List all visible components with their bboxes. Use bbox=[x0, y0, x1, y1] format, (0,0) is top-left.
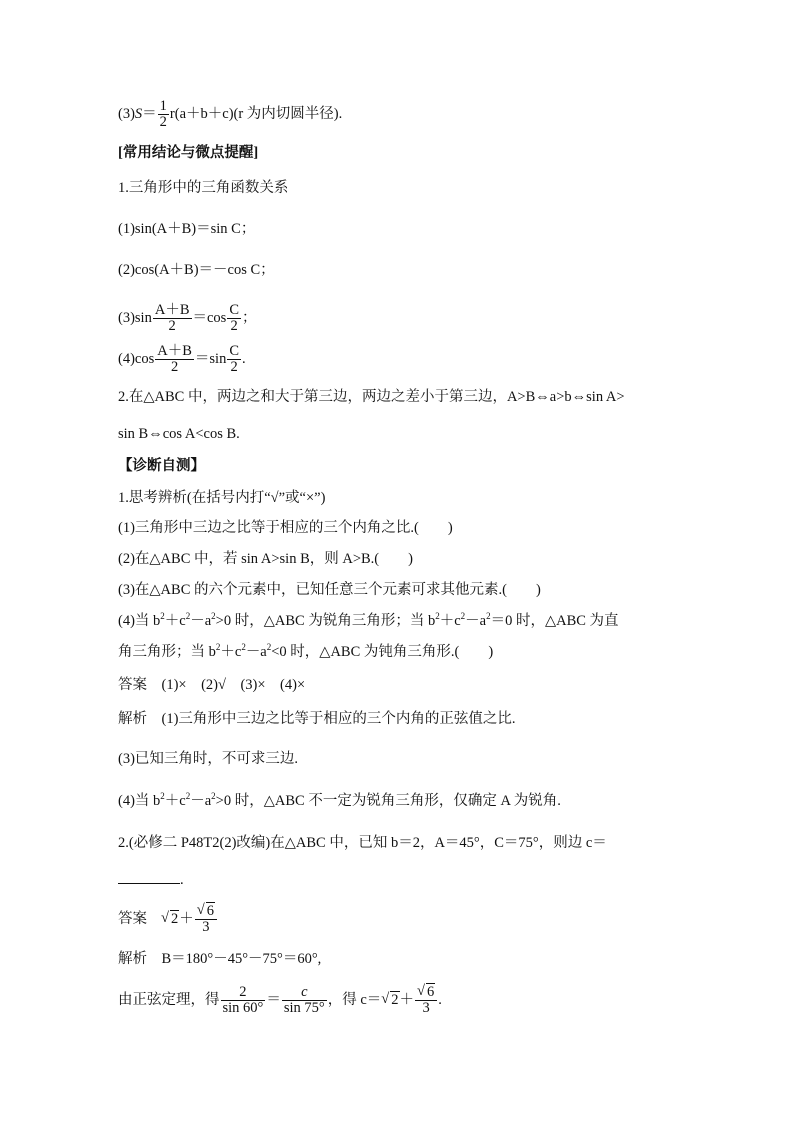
fraction-a-plus-b bbox=[155, 344, 194, 375]
text: －a bbox=[245, 644, 267, 660]
fraction-half bbox=[158, 99, 169, 130]
fraction-c-over-sin75 bbox=[282, 985, 327, 1016]
denominator: 3 bbox=[422, 1000, 430, 1016]
exponent: 2 bbox=[435, 611, 440, 621]
sqrt-2 bbox=[161, 909, 179, 929]
triangle-sides-note: 2.在△ABC 中，两边之和大于第三边，两边之差小于第三边，A>B⇔a>b⇔sin A> bbox=[118, 389, 625, 405]
section-heading-conclusions: [常用结论与微点提醒] bbox=[118, 145, 259, 161]
denominator: 2 bbox=[159, 114, 167, 130]
question-1-item-1: (1)三角形中三边之比等于相应的三个内角之比.( ) bbox=[118, 520, 453, 536]
answer-blank bbox=[118, 871, 180, 884]
denominator: 2 bbox=[170, 359, 179, 375]
text: >0 时，△ABC 为锐角三角形；当 b bbox=[215, 613, 436, 629]
answer-label: 答案 bbox=[118, 910, 147, 927]
denominator: 2 bbox=[168, 318, 176, 334]
plus-sign: ＋ bbox=[399, 991, 415, 1008]
sqrt-6 bbox=[417, 985, 435, 1000]
relation-4-mid: ＝sin bbox=[194, 350, 227, 367]
relation-4-end: . bbox=[242, 350, 246, 367]
text: ，得 c＝ bbox=[327, 991, 382, 1008]
formula-rest: r(a＋b＋c)(r 为内切圆半径). bbox=[169, 105, 343, 122]
exponent: 2 bbox=[460, 611, 466, 621]
item-number: (3) bbox=[118, 105, 135, 122]
question-2-blank-line bbox=[118, 870, 184, 890]
relation-3-end: ； bbox=[242, 309, 257, 326]
fraction-c-half bbox=[227, 303, 241, 334]
analysis-2-sine-law bbox=[118, 985, 442, 1016]
section-heading-diagnosis: 【诊断自测】 bbox=[118, 458, 205, 474]
text: －a bbox=[465, 613, 487, 629]
question-1-title: 1.思考辨析(在括号内打“√”或“×”) bbox=[118, 490, 326, 506]
fraction-a-plus-b bbox=[153, 303, 192, 334]
radicand: 2 bbox=[391, 991, 399, 1008]
text: (4)当 b bbox=[118, 793, 161, 809]
exponent: 2 bbox=[241, 642, 246, 652]
question-2: 2.(必修二 P48T2(2)改编)在△ABC 中，已知 b＝2，A＝45°，C＝75°，则边 c＝ bbox=[118, 835, 607, 851]
question-1-item-4 bbox=[118, 611, 619, 631]
text: ＝0 时，△ABC 为直 bbox=[490, 613, 619, 629]
triangle-sides-note-cont: sin B⇔cos A<cos B. bbox=[118, 426, 240, 442]
equals-sign: ＝ bbox=[142, 105, 157, 122]
text: ＋c bbox=[164, 613, 186, 629]
exponent: 2 bbox=[185, 791, 191, 801]
subheading-trig-relations: 1.三角形中的三角函数关系 bbox=[118, 180, 289, 196]
numerator: A＋B bbox=[157, 343, 192, 359]
radicand: 6 bbox=[427, 984, 435, 1000]
denominator: 3 bbox=[202, 919, 210, 935]
fraction-sqrt6-over-3 bbox=[415, 985, 437, 1016]
numerator bbox=[195, 904, 217, 920]
formula-area bbox=[118, 99, 342, 130]
numerator: 2 bbox=[221, 985, 266, 1001]
sqrt-6 bbox=[197, 904, 215, 919]
exponent: 2 bbox=[185, 611, 191, 621]
answer-1: 答案 (1)× (2)√ (3)× (4)× bbox=[118, 677, 306, 693]
question-1-item-2: (2)在△ABC 中，若 sin A>sin B，则 A>B.( ) bbox=[118, 551, 413, 567]
text: ＋c bbox=[439, 613, 461, 629]
exponent: 2 bbox=[160, 791, 165, 801]
relation-3-mid: ＝cos bbox=[192, 309, 227, 326]
numerator: A＋B bbox=[154, 302, 190, 318]
numerator: C bbox=[229, 343, 239, 359]
fraction-2-over-sin60 bbox=[221, 985, 266, 1016]
var-s: S bbox=[134, 105, 143, 122]
text: (4)当 b bbox=[118, 613, 161, 629]
period: . bbox=[438, 991, 442, 1008]
text: －a bbox=[190, 793, 212, 809]
text: 由正弦定理，得 bbox=[118, 991, 220, 1008]
answer-2 bbox=[118, 904, 218, 935]
relation-4 bbox=[118, 344, 246, 375]
fraction-sqrt6-over-3 bbox=[195, 904, 217, 935]
question-1-item-4-cont bbox=[118, 642, 493, 662]
numerator: 1 bbox=[159, 98, 167, 114]
exponent: 2 bbox=[160, 611, 165, 621]
numerator: c bbox=[282, 985, 327, 1001]
exponent: 2 bbox=[266, 642, 272, 652]
analysis-1: 解析 (1)三角形中三边之比等于相应的三个内角的正弦值之比. bbox=[118, 711, 516, 727]
denominator: sin 75° bbox=[283, 1000, 325, 1016]
text: ＋c bbox=[220, 644, 242, 660]
text: <0 时，△ABC 为钝角三角形.( ) bbox=[271, 644, 494, 660]
radicand: 6 bbox=[206, 903, 214, 919]
analysis-1-part-3: (3)已知三角时，不可求三边. bbox=[118, 751, 299, 767]
sqrt-2 bbox=[381, 990, 399, 1010]
exponent: 2 bbox=[211, 611, 216, 621]
relation-3-prefix: (3)sin bbox=[118, 309, 152, 326]
numerator: C bbox=[229, 302, 240, 318]
relation-4-prefix: (4)cos bbox=[118, 350, 155, 367]
text: 角三角形；当 b bbox=[118, 644, 216, 660]
exponent: 2 bbox=[486, 611, 491, 621]
fraction-c-half bbox=[227, 344, 241, 375]
relation-2: (2)cos(A＋B)＝－cos C； bbox=[118, 262, 275, 278]
denominator: sin 60° bbox=[222, 1000, 264, 1016]
exponent: 2 bbox=[211, 791, 216, 801]
question-1-item-3: (3)在△ABC 的六个元素中，已知任意三个元素可求其他元素.( ) bbox=[118, 582, 541, 598]
denominator: 2 bbox=[230, 359, 238, 375]
period: . bbox=[180, 872, 184, 888]
exponent: 2 bbox=[215, 642, 221, 652]
plus-sign: ＋ bbox=[179, 910, 194, 927]
radicand: 2 bbox=[171, 910, 179, 927]
relation-3 bbox=[118, 303, 257, 334]
equals-sign: ＝ bbox=[266, 991, 281, 1008]
analysis-2: 解析 B＝180°－45°－75°＝60°, bbox=[118, 951, 322, 967]
numerator bbox=[415, 985, 437, 1001]
denominator: 2 bbox=[230, 318, 238, 334]
text: －a bbox=[190, 613, 212, 629]
text: ＋c bbox=[164, 793, 186, 809]
text: >0 时，△ABC 不一定为锐角三角形，仅确定 A 为锐角. bbox=[215, 793, 561, 809]
relation-1: (1)sin(A＋B)＝sin C； bbox=[118, 221, 256, 237]
analysis-1-part-4 bbox=[118, 791, 561, 811]
